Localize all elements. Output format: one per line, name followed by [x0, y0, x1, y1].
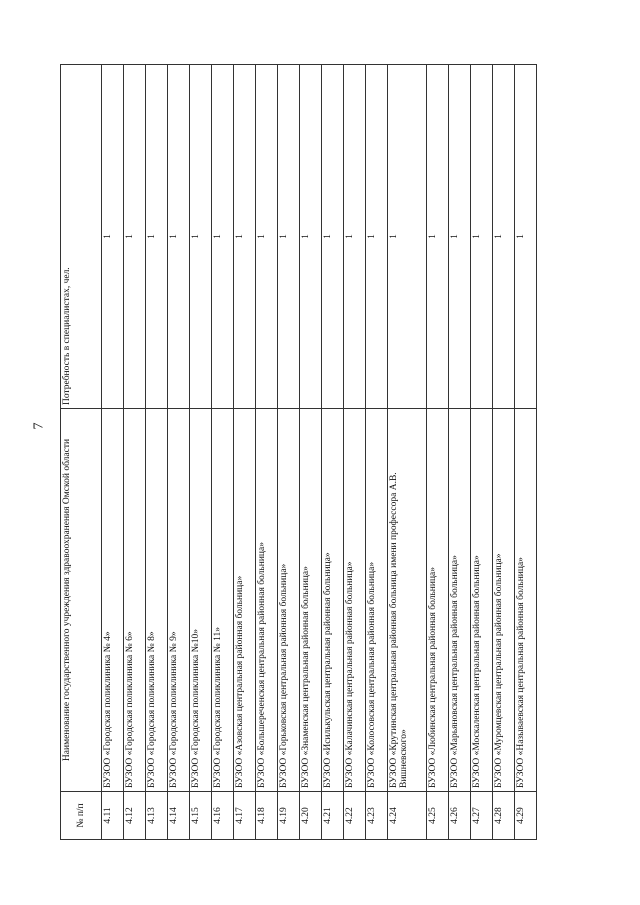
table-row [146, 65, 168, 840]
institution-name: БУЗОО «Городская поликлиника №10» [190, 409, 212, 792]
table-row [388, 65, 427, 840]
row-number: 4.26 [449, 792, 471, 840]
institution-name: БУЗОО «Знаменская центральная районная больница» [300, 409, 322, 792]
row-number: 4.29 [515, 792, 537, 840]
table-row [190, 65, 212, 840]
institution-name: БУЗОО «Марьяновская центральная районная больница» [449, 409, 471, 792]
table-header-row [61, 65, 102, 840]
specialist-need: 1 [427, 65, 449, 409]
specialist-need: 1 [493, 65, 515, 409]
table-row [449, 65, 471, 840]
row-number: 4.12 [124, 792, 146, 840]
row-number: 4.15 [190, 792, 212, 840]
row-number: 4.14 [168, 792, 190, 840]
table-row [366, 65, 388, 840]
institution-name: БУЗОО «Москаленская центральная районная больница» [471, 409, 493, 792]
row-number: 4.28 [493, 792, 515, 840]
row-number: 4.22 [344, 792, 366, 840]
table-row [515, 65, 537, 840]
institution-name: БУЗОО «Большереченская центральная районная больница» [256, 409, 278, 792]
specialist-need: 1 [344, 65, 366, 409]
specialists-table [60, 64, 537, 840]
institution-name: БУЗОО «Горьковская центральная районная больница» [278, 409, 300, 792]
table-row [471, 65, 493, 840]
row-number: 4.25 [427, 792, 449, 840]
institution-name: БУЗОО «Городская поликлиника № 8» [146, 409, 168, 792]
rotated-table-container [60, 65, 580, 840]
table-row [234, 65, 256, 840]
institution-name: БУЗОО «Городская поликлиника № 6» [124, 409, 146, 792]
table-row [124, 65, 146, 840]
institution-name: БУЗОО «Городская поликлиника № 4» [102, 409, 124, 792]
specialist-need: 1 [278, 65, 300, 409]
row-number: 4.11 [102, 792, 124, 840]
page-number: 7 [31, 422, 47, 430]
row-number: 4.13 [146, 792, 168, 840]
specialist-need: 1 [322, 65, 344, 409]
table-row [168, 65, 190, 840]
specialist-need: 1 [190, 65, 212, 409]
row-number: 4.21 [322, 792, 344, 840]
row-number: 4.17 [234, 792, 256, 840]
institution-name: БУЗОО «Любинская центральная районная больница» [427, 409, 449, 792]
header-specialist-need: Потребность в специалистах, чел. [61, 65, 102, 409]
institution-name: БУЗОО «Исилькульская центральная районная больница» [322, 409, 344, 792]
row-number: 4.23 [366, 792, 388, 840]
institution-name: БУЗОО «Городская поликлиника № 11» [212, 409, 234, 792]
institution-name: БУЗОО «Муромцевская центральная районная больница» [493, 409, 515, 792]
row-number: 4.27 [471, 792, 493, 840]
specialist-need: 1 [102, 65, 124, 409]
row-number: 4.16 [212, 792, 234, 840]
specialist-need: 1 [515, 65, 537, 409]
institution-name: БУЗОО «Калачинская центральная районная больница» [344, 409, 366, 792]
institution-name: БУЗОО «Азовская центральная районная больница» [234, 409, 256, 792]
specialist-need: 1 [124, 65, 146, 409]
table-row [427, 65, 449, 840]
table-row [322, 65, 344, 840]
specialist-need: 1 [212, 65, 234, 409]
header-institution-name: Наименование государственного учреждения здравоохранения Омской области [61, 409, 102, 792]
table-row [212, 65, 234, 840]
specialist-need: 1 [471, 65, 493, 409]
row-number: 4.24 [388, 792, 427, 840]
table-row [493, 65, 515, 840]
institution-name: БУЗОО «Называевская центральная районная больница» [515, 409, 537, 792]
table-body [102, 65, 537, 840]
specialist-need: 1 [234, 65, 256, 409]
institution-name: БУЗОО «Городская поликлиника № 9» [168, 409, 190, 792]
header-number: № п/п [61, 792, 102, 840]
specialist-need: 1 [300, 65, 322, 409]
institution-name: БУЗОО «Колосовская центральная районная больница» [366, 409, 388, 792]
row-number: 4.20 [300, 792, 322, 840]
specialist-need: 1 [388, 65, 427, 409]
row-number: 4.18 [256, 792, 278, 840]
specialist-need: 1 [366, 65, 388, 409]
institution-name: БУЗОО «Крутинская центральная районная больница имени профессора А.В. Вишневского» [388, 409, 427, 792]
row-number: 4.19 [278, 792, 300, 840]
specialist-need: 1 [256, 65, 278, 409]
table-row [102, 65, 124, 840]
specialist-need: 1 [449, 65, 471, 409]
specialist-need: 1 [168, 65, 190, 409]
table-row [256, 65, 278, 840]
table-row [278, 65, 300, 840]
table-row [344, 65, 366, 840]
specialist-need: 1 [146, 65, 168, 409]
table-row [300, 65, 322, 840]
